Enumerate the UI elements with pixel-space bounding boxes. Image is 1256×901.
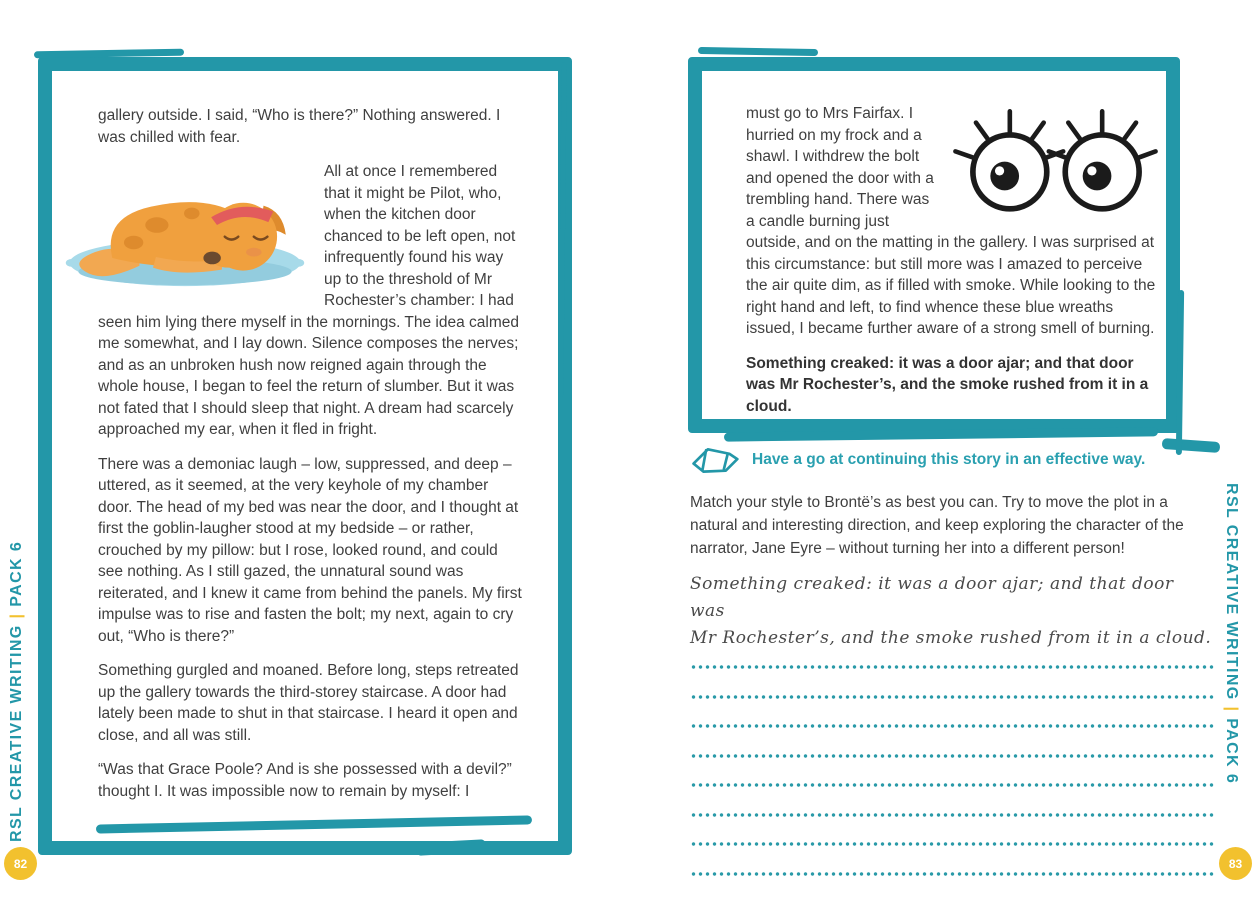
sleeping-dog-illustration <box>60 163 310 289</box>
series-title: RSL CREATIVE WRITING <box>1223 483 1240 701</box>
series-title: RSL CREATIVE WRITING <box>8 624 25 842</box>
starter-line: Mr Rochester’s, and the smoke rushed from it in a cloud. <box>690 628 1212 648</box>
writing-line <box>690 754 1214 758</box>
pencil-icon <box>690 442 740 478</box>
pack-label: PACK 6 <box>8 540 25 607</box>
brush-stroke <box>698 47 818 56</box>
task-prompt-row <box>690 442 1214 478</box>
page-number-badge: 82 <box>4 847 37 880</box>
writing-line <box>690 813 1214 817</box>
left-page-sidebar <box>8 450 26 842</box>
writing-lines <box>690 665 1214 876</box>
excerpt-paragraph: Something gurgled and moaned. Before long, steps retreated up the gallery towards the third-storey staircase. A door had lately been made to shut in that staircase. I heard it open and close, and all was still. <box>98 662 519 744</box>
excerpt-paragraph: There was a demoniac laugh – low, suppressed, and deep – uttered, as it seemed, at the very keyhole of my chamber door. The head of my bed was near the door, and I thought at first the goblin-laugher stood at my bedside – or rather, crouched by my pillow: but I rose, looked round, and could see nothing. As I still gazed, the unnatural sound was reiterated, and I knew it came from behind the panels. My first impulse was to rise and fasten the bolt; my next, again to cry out, “Who is there?” <box>98 455 522 645</box>
right-page-frame <box>688 57 1180 433</box>
task-section <box>690 442 1214 901</box>
page-number-badge: 83 <box>1219 847 1252 880</box>
starter-line: Something creaked: it was a door ajar; and that door was <box>690 574 1174 621</box>
brush-stroke <box>1176 290 1184 455</box>
left-page-excerpt <box>52 71 558 802</box>
right-page-excerpt <box>702 71 1166 417</box>
sidebar-separator: | <box>1223 706 1240 713</box>
excerpt-paragraph-bold: Something creaked: it was a door ajar; and that door was Mr Rochester’s, and the smoke rushed from it in a cloud. <box>746 354 1149 415</box>
starter-sentence <box>690 571 1214 652</box>
writing-line <box>690 695 1214 699</box>
excerpt-paragraph <box>98 161 524 441</box>
excerpt-paragraph: gallery outside. I said, “Who is there?” Nothing answered. I was chilled with fear. <box>98 107 501 146</box>
excerpt-paragraph <box>746 103 1156 340</box>
right-page-sidebar <box>1222 483 1240 853</box>
writing-line <box>690 724 1214 728</box>
pack-label: PACK 6 <box>1223 718 1240 785</box>
sidebar-separator: | <box>8 612 25 619</box>
writing-line <box>690 872 1214 876</box>
task-instructions: Match your style to Brontë’s as best you can. Try to move the plot in a natural and interesting direction, and keep exploring the character of the narrator, Jane Eyre – without turning her into a different person! <box>690 494 1184 557</box>
writing-line <box>690 842 1214 846</box>
excerpt-paragraph: “Was that Grace Poole? And is she possessed with a devil?” thought I. It was impossible now to remain by myself: I <box>98 761 512 800</box>
excerpt-text: All at once I remembered that it might be Pilot, who, when the kitchen door chanced to be left open, not infrequently found his way up to the threshold of Mr Rochester’s chamber: I had seen him lying there myself in the mornings. The idea calmed me somewhat, and I lay down. Silence composes the nerves; and as an unbroken hush now reigned again through the whole house, I began to feel the return of slumber. But it was not fated that I should sleep that night. A dream had scarcely approached my ear, when it fled in fright. <box>98 163 520 438</box>
writing-line <box>690 665 1214 669</box>
wide-eyes-illustration <box>952 97 1160 215</box>
excerpt-text: must go to Mrs Fairfax. I hurried on my frock and a shawl. I withdrew the bolt and opened the door with a trembling hand. There was a candle burning just outside, and on the matting in the gallery. I was surprised at this circumstance: but still more was I amazed to perceive the air quite dim, as if filled with smoke. While looking to the right hand and left, to find whence these blue wreaths issued, I became further aware of a strong smell of burning. <box>746 105 1156 337</box>
writing-line <box>690 783 1214 787</box>
left-page-frame <box>38 57 572 855</box>
task-prompt: Have a go at continuing this story in an effective way. <box>752 451 1146 468</box>
